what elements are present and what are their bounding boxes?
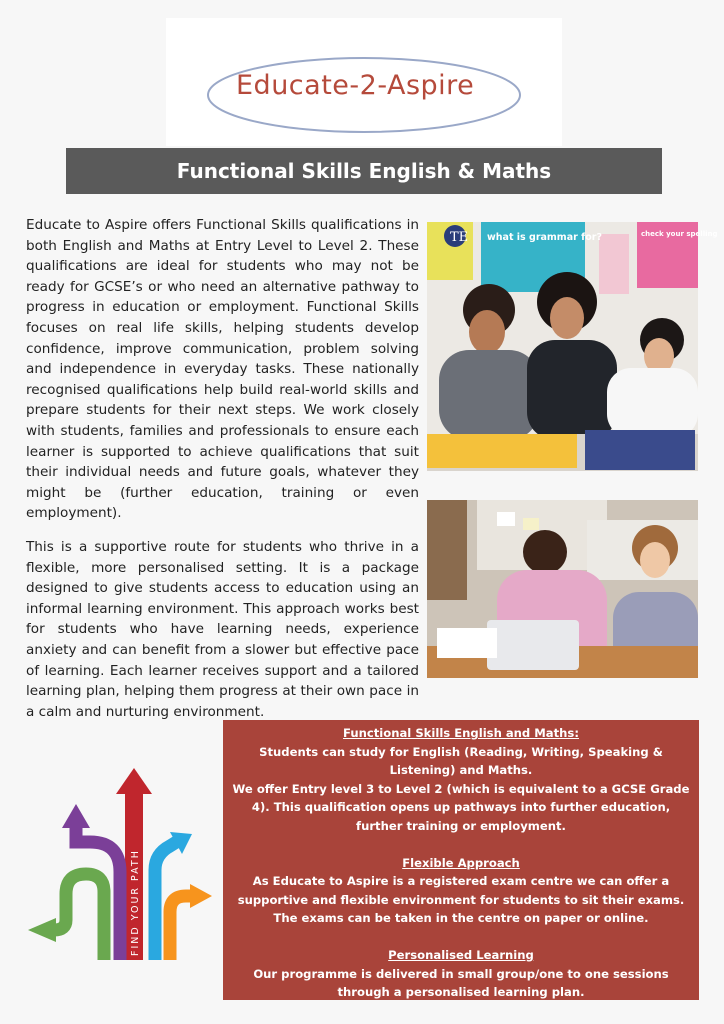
orange-arrow-head	[190, 884, 212, 908]
mentoring-photo	[427, 500, 698, 678]
green-arrow-head	[28, 918, 56, 942]
find-your-path-label: FIND YOUR PATH	[130, 849, 141, 956]
poster-left-text: TE	[450, 230, 469, 245]
mentoring-illustration	[427, 500, 698, 678]
find-your-path-graphic	[20, 762, 216, 966]
info-study-text: Students can study for English (Reading, Writing, Speaking & Listening) and Maths.	[259, 744, 663, 778]
classroom-illustration	[427, 222, 718, 471]
page-title-bar	[66, 148, 662, 194]
poster-center-text: what is grammar for?	[487, 232, 602, 243]
purple-arrow-head	[62, 804, 90, 828]
poster-right-text: check your spelling	[641, 230, 718, 238]
intro-paragraph: Educate to Aspire offers Functional Skills qualifications in both English and Maths at Entry Level to Level 2. These qualifications are ideal for students who may not be ready for GCSE’s or who need an alternative pathway to progress in education or employment. Functional Skills focuses on real life skills, helping students develop confidence, improve communication, problem solving and independence in everyday tasks. These nationally recognised qualifications help build real-world skills and prepare students for their next steps. We work closely with students, families and professionals to ensure each learner is supported to achieve qualifications that suit their individual needs and future goals, whatever they might be (further education, training or even employment).	[26, 217, 419, 522]
logo-text: Educate-2-Aspire	[236, 70, 475, 101]
info-levels-text: We offer Entry level 3 to Level 2 (which is equivalent to a GCSE Grade 4). This qualification opens up pathways into further education, further training or employment.	[232, 781, 690, 833]
classroom-photo	[427, 222, 718, 471]
page-title: Functional Skills English & Maths	[176, 159, 552, 183]
info-heading-functional-skills: Functional Skills English and Maths:	[343, 726, 579, 740]
red-arrow-head	[116, 768, 152, 794]
logo	[236, 70, 526, 114]
info-flexible-text: As Educate to Aspire is a registered exam centre we can offer a supportive and flexible environment for students to sit their exams. The exams can be taken in the centre on paper or online.	[237, 874, 685, 926]
approach-paragraph: This is a supportive route for students who thrive in a flexible, more personalised setting. It is a package designed to give students access to education using an informal learning environment. This approach works best for students who have learning needs, experience anxiety and can benefit from a slower but effective pace of learning. Each learner receives support and a tailored learning plan, helping them progress at their own pace in a calm and nurturing environment.	[26, 539, 419, 720]
orange-arrow-path	[170, 896, 192, 960]
info-heading-personalised: Personalised Learning	[388, 947, 534, 962]
info-heading-flexible: Flexible Approach	[402, 855, 520, 870]
green-arrow-path	[54, 874, 104, 960]
info-panel	[223, 720, 699, 1000]
info-personalised-text: Our programme is delivered in small group/one to one sessions through a personalised learning plan.	[253, 966, 669, 1000]
